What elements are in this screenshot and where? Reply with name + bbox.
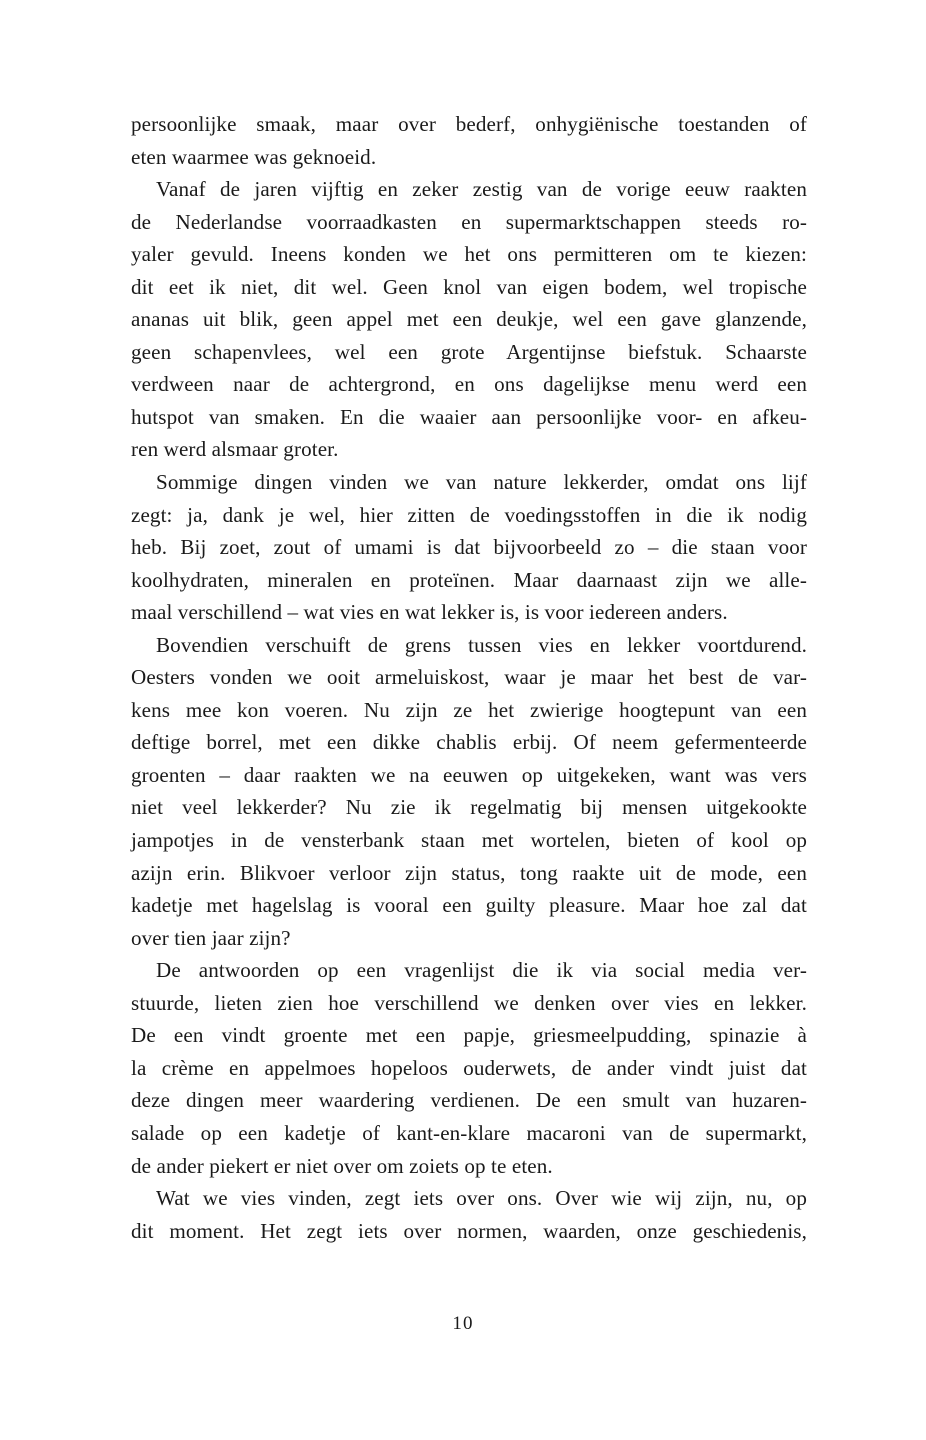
text-line: Vanaf de jaren vijftig en zeker zestig van de vorige eeuw raakten [156,177,807,202]
text-line: Wat we vies vinden, zegt iets over ons. Over wie wij zijn, nu, op [156,1186,807,1211]
paragraph [131,629,807,954]
paragraph [131,954,807,1182]
text-line: persoonlijke smaak, maar over bederf, onhygiënische toestanden of [131,112,807,136]
text-line: deftige borrel, met een dikke chablis erbij. Of neem gefermenteerde [131,730,807,755]
paragraph [131,108,807,173]
text-line: De antwoorden op een vragenlijst die ik via social media ver- [156,958,807,983]
text-line: yaler gevuld. Ineens konden we het ons permitteren om te kiezen: [131,242,807,267]
text-line: la crème en appelmoes hopeloos ouderwets, de ander vindt juist dat [131,1055,807,1080]
text-line: verdween naar de achtergrond, en ons dagelijkse menu werd een [131,372,807,397]
text-line: Oesters vonden we ooit armeluiskost, waar je maar het best de var- [131,665,807,690]
text-line: zegt: ja, dank je wel, hier zitten de voedingsstoffen in die ik nodig [131,502,807,527]
text-line: hutspot van smaken. En die waaier aan persoonlijke voor- en afkeu- [131,404,807,429]
text-line: azijn erin. Blikvoer verloor zijn status, tong raakte uit de mode, een [131,860,807,885]
text-line: koolhydraten, mineralen en proteïnen. Maar daarnaast zijn we alle- [131,567,807,592]
text-line: de Nederlandse voorraadkasten en supermarktschappen steeds ro- [131,209,807,234]
text-line: Sommige dingen vinden we van nature lekkerder, omdat ons lijf [156,470,807,495]
text-line: ren werd alsmaar groter. [131,437,339,462]
text-line: stuurde, lieten zien hoe verschillend we denken over vies en lekker. [131,990,807,1015]
text-line: over tien jaar zijn? [131,925,291,950]
text-line: Bovendien verschuift de grens tussen vies en lekker voortdurend. [156,632,807,657]
text-line: niet veel lekkerder? Nu zie ik regelmatig bij mensen uitgekookte [131,795,807,820]
text-line: heb. Bij zoet, zout of umami is dat bijvoorbeeld zo – die staan voor [131,535,807,560]
text-line: salade op een kadetje of kant-en-klare macaroni van de supermarkt, [131,1120,807,1145]
text-line: de ander piekert er niet over om zoiets op te eten. [131,1153,553,1178]
text-line: dit moment. Het zegt iets over normen, waarden, onze geschiedenis, [131,1218,807,1243]
text-line: eten waarmee was geknoeid. [131,144,377,169]
text-line: ananas uit blik, geen appel met een deukje, wel een gave glanzende, [131,307,807,332]
page-number: 10 [452,1313,474,1334]
text-line: jampotjes in de vensterbank staan met wortelen, bieten of kool op [131,828,807,853]
text-line: geen schapenvlees, wel een grote Argentijnse biefstuk. Schaarste [131,339,807,364]
paragraph [131,466,807,629]
text-line: kens mee kon voeren. Nu zijn ze het zwierige hoogtepunt van een [131,697,807,722]
text-line: dit eet ik niet, dit wel. Geen knol van eigen bodem, wel tropische [131,274,807,299]
text-line: kadetje met hagelslag is vooral een guilty pleasure. Maar hoe zal dat [131,893,807,918]
text-line: maal verschillend – wat vies en wat lekker is, is voor iedereen anders. [131,600,728,625]
paragraph [131,173,807,466]
paragraph [131,1182,807,1247]
text-line: groenten – daar raakten we na eeuwen op uitgekeken, want was vers [131,762,807,787]
text-line: De een vindt groente met een papje, griesmeelpudding, spinazie à [131,1023,807,1048]
body-text-column [131,108,807,1247]
text-line: deze dingen meer waardering verdienen. De een smult van huzaren- [131,1088,807,1113]
